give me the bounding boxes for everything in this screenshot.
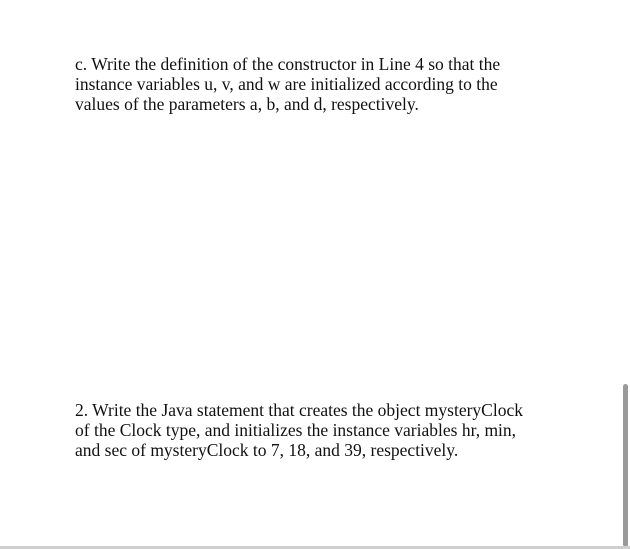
question-c-line: instance variables u, v, and w are initialized according to the: [75, 74, 498, 94]
question-c-text: [75, 54, 575, 114]
scrollbar-thumb[interactable]: [623, 384, 628, 547]
question-2-text: [75, 400, 575, 460]
question-c-line: c. Write the definition of the constructor in Line 4 so that the: [75, 54, 501, 74]
question-c-line: values of the parameters a, b, and d, respectively.: [75, 94, 419, 114]
question-2-line: 2. Write the Java statement that creates the object mysteryClock: [75, 400, 523, 420]
question-2-line: of the Clock type, and initializes the instance variables hr, min,: [75, 420, 517, 440]
question-2-line: and sec of mysteryClock to 7, 18, and 39, respectively.: [75, 440, 459, 460]
vertical-scrollbar[interactable]: [620, 0, 630, 549]
